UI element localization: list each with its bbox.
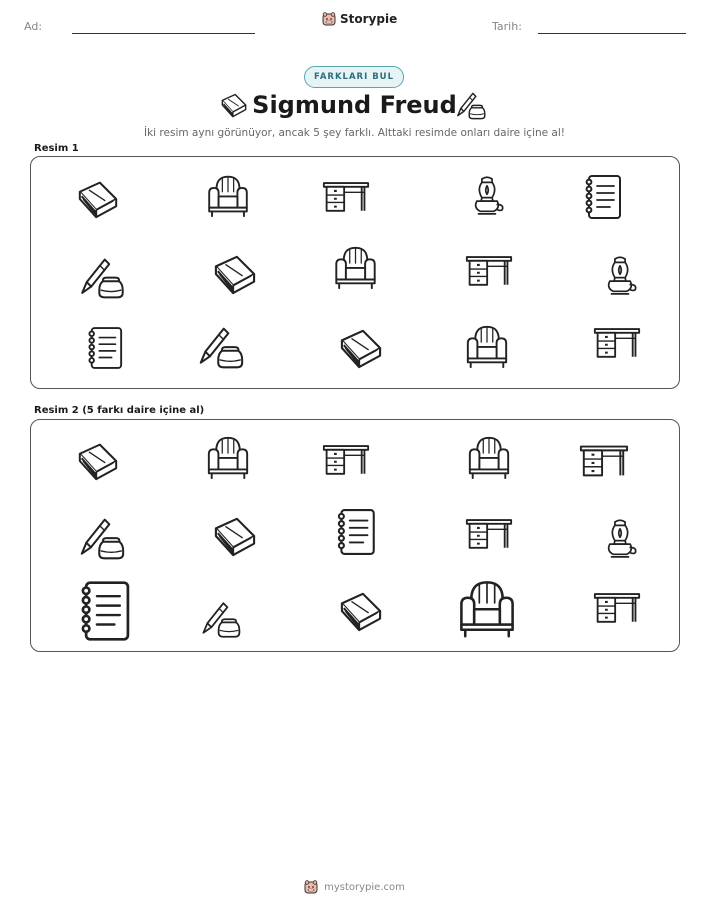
notebook-icon[interactable] <box>583 174 623 220</box>
title-pen-icon <box>456 91 486 121</box>
book-icon[interactable] <box>212 253 258 295</box>
oil-lamp-icon[interactable] <box>470 173 504 219</box>
mascot-icon <box>322 12 336 26</box>
oil-lamp-icon[interactable] <box>603 252 637 300</box>
desk-icon[interactable] <box>593 322 641 362</box>
instructions: İki resim aynı görünüyor, ancak 5 şey farklı. Alttaki resimde onları daire içine al! <box>144 127 565 139</box>
brand-logo <box>322 12 397 26</box>
desk-icon[interactable] <box>322 176 370 216</box>
pen-ink-icon[interactable] <box>198 600 244 640</box>
pen-ink-icon[interactable] <box>198 325 244 371</box>
armchair-icon[interactable] <box>205 172 251 219</box>
book-icon[interactable] <box>338 327 384 369</box>
page-title: Sigmund Freud <box>252 91 457 119</box>
date-line[interactable] <box>538 33 686 34</box>
date-label: Tarih: <box>492 20 522 33</box>
book-icon[interactable] <box>212 515 258 557</box>
desk-icon[interactable] <box>579 440 629 480</box>
desk-icon[interactable] <box>465 513 513 553</box>
name-line[interactable] <box>72 33 255 34</box>
armchair-icon[interactable] <box>332 243 379 291</box>
oil-lamp-icon[interactable] <box>603 515 637 563</box>
footer-site: mystorypie.com <box>324 881 405 893</box>
armchair-icon[interactable] <box>205 433 251 481</box>
pen-ink-icon[interactable] <box>77 256 127 301</box>
armchair-icon[interactable] <box>454 576 520 640</box>
brand-name: Storypie <box>340 12 398 26</box>
armchair-icon[interactable] <box>464 322 510 370</box>
desk-icon[interactable] <box>322 439 370 479</box>
notebook-icon[interactable] <box>334 508 378 556</box>
desk-icon[interactable] <box>593 587 641 627</box>
notebook-icon[interactable] <box>78 580 132 642</box>
picture2-label: Resim 2 (5 farkı daire içine al) <box>34 405 205 416</box>
book-icon[interactable] <box>338 590 384 632</box>
pen-ink-icon[interactable] <box>77 516 127 562</box>
activity-badge: FARKLARI BUL <box>304 66 404 88</box>
footer-mascot-icon <box>304 880 318 894</box>
armchair-icon[interactable] <box>466 433 512 481</box>
book-icon[interactable] <box>76 179 120 219</box>
book-icon[interactable] <box>76 441 120 481</box>
notebook-icon[interactable] <box>86 326 124 370</box>
footer <box>0 880 709 894</box>
desk-icon[interactable] <box>465 250 513 290</box>
name-label: Ad: <box>24 20 43 33</box>
picture1-label: Resim 1 <box>34 143 79 154</box>
